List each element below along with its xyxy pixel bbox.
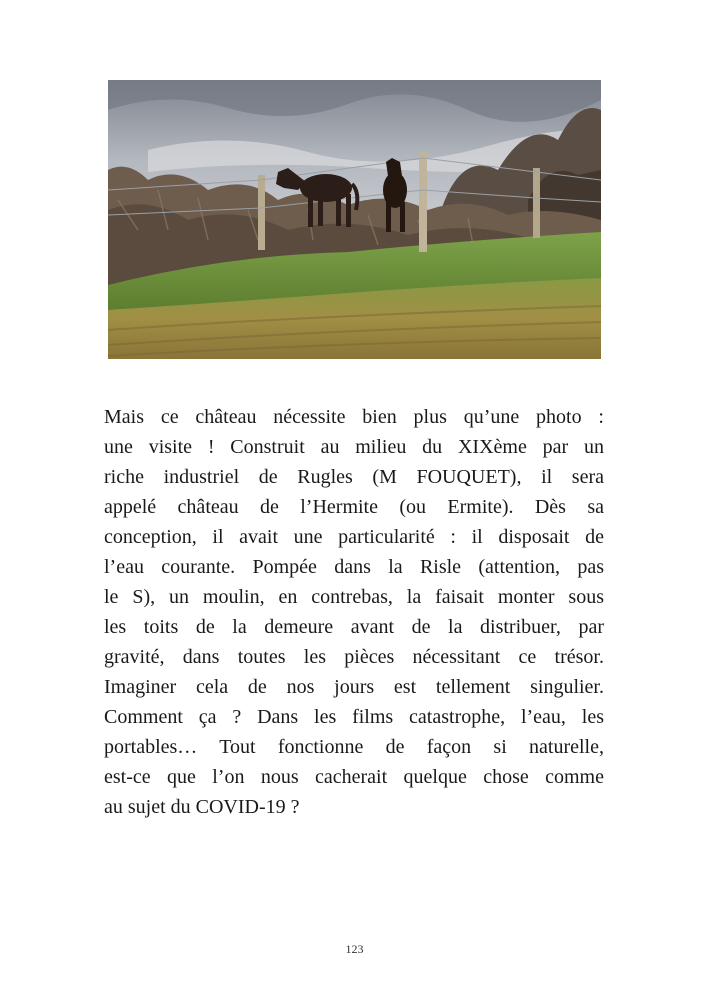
- text-line: est-ce que l’on nous cacherait quelque chose comme: [104, 766, 604, 788]
- page-number: 123: [345, 942, 364, 956]
- text-line: Comment ça ? Dans les films catastrophe, l’eau, les: [104, 706, 604, 728]
- text-line: portables… Tout fonctionne de façon si naturelle,: [104, 736, 604, 758]
- fence-post: [258, 175, 265, 250]
- text-line: une visite ! Construit au milieu du XIXème par un: [104, 436, 604, 458]
- text-line: conception, il avait une particularité : il disposait de: [104, 526, 604, 548]
- text-line: Mais ce château nécessite bien plus qu’une photo :: [104, 406, 604, 428]
- text-line: au sujet du COVID-19 ?: [104, 796, 300, 818]
- text-line: les toits de la demeure avant de la distribuer, par: [104, 616, 604, 638]
- text-line: appelé château de l’Hermite (ou Ermite). Dès sa: [104, 496, 604, 518]
- text-line: le S), un moulin, en contrebas, la faisait monter sous: [104, 586, 604, 608]
- text-line: gravité, dans toutes les pièces nécessitant ce trésor.: [104, 646, 604, 668]
- body-text: [104, 402, 604, 822]
- text-line: riche industriel de Rugles (M FOUQUET), il sera: [104, 466, 604, 488]
- text-line: Imaginer cela de nos jours est tellement singulier.: [104, 676, 604, 698]
- fence-post: [533, 168, 540, 238]
- horses-photo: [108, 80, 601, 359]
- text-line: l’eau courante. Pompée dans la Risle (attention, pas: [104, 556, 604, 578]
- fence-post: [419, 152, 427, 252]
